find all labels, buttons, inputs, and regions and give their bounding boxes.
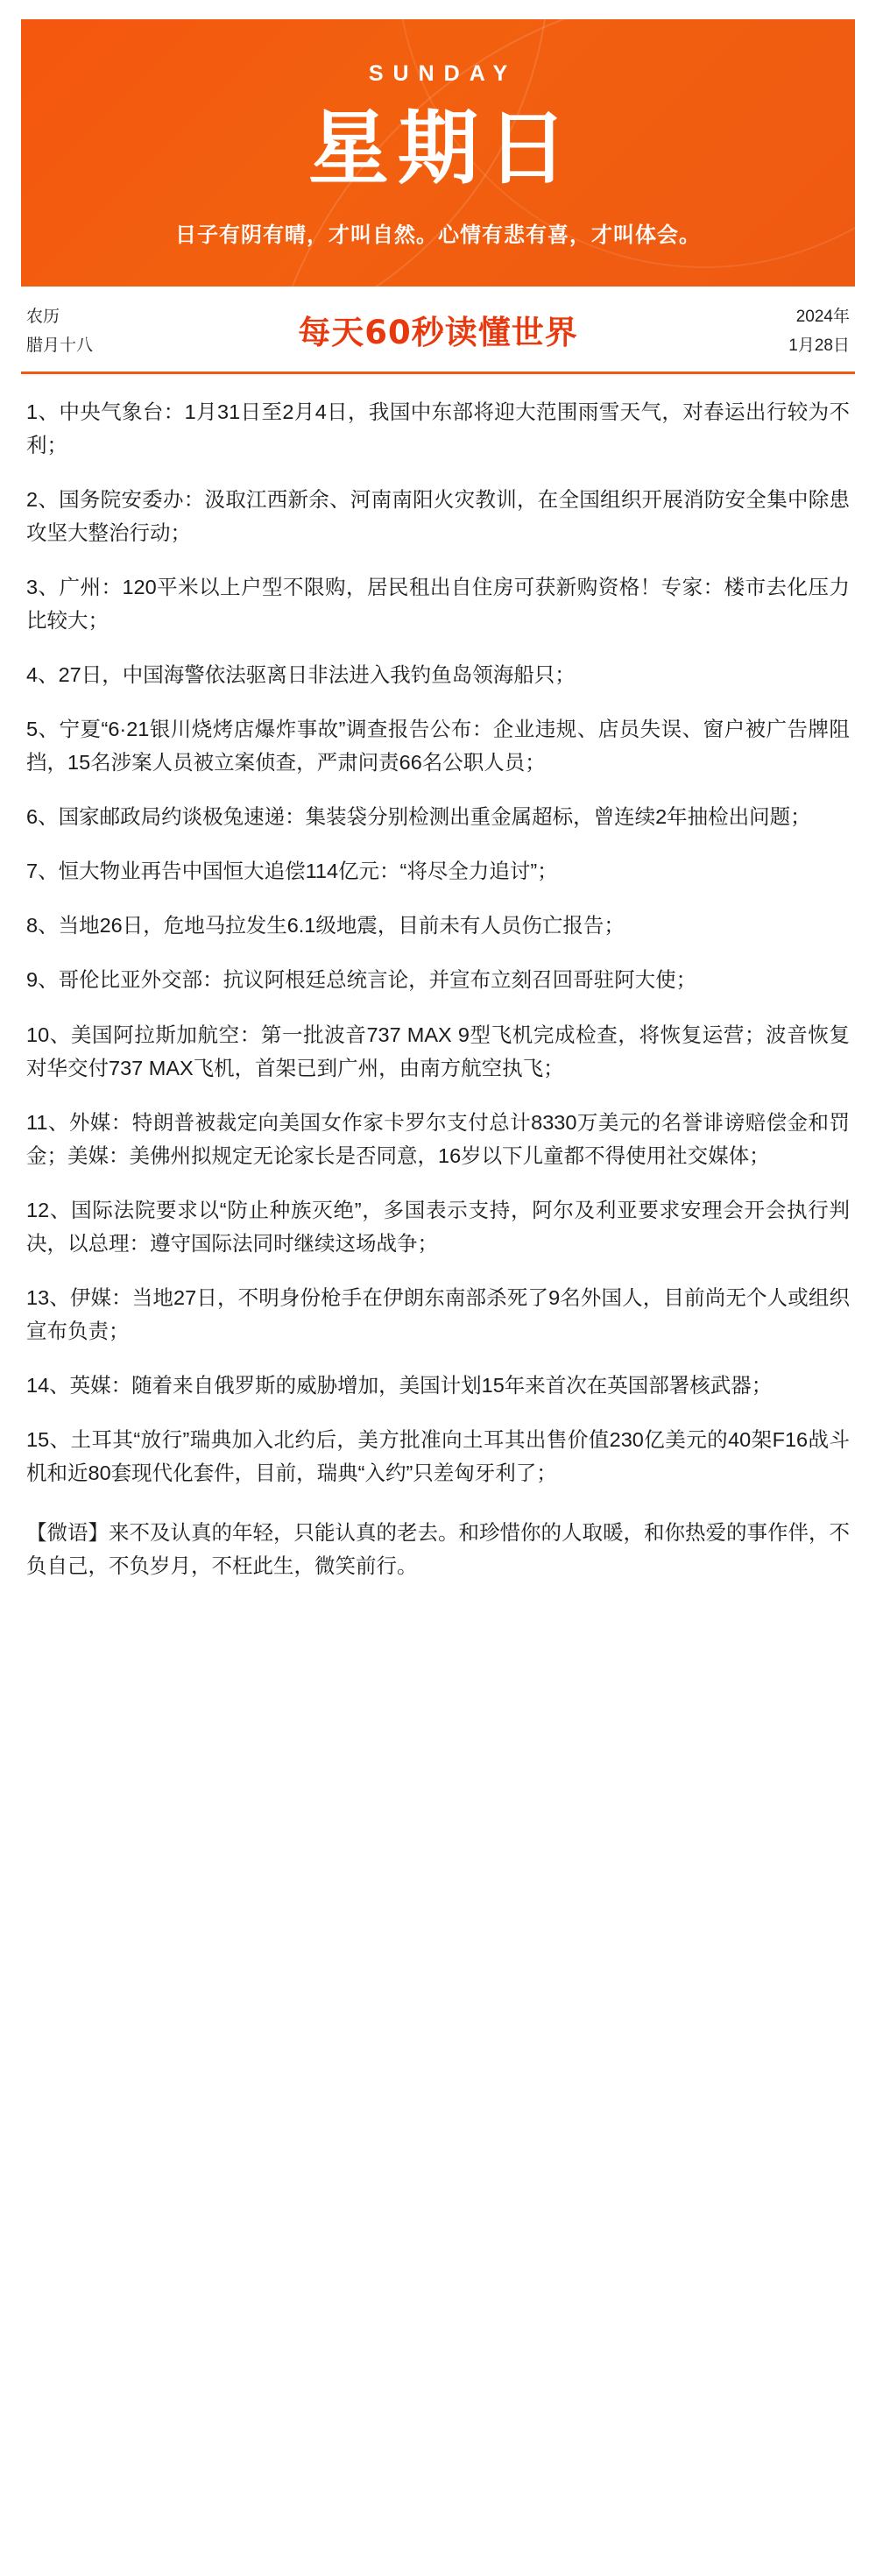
list-item: 14、英媒：随着来自俄罗斯的威胁增加，美国计划15年来首次在英国部署核武器；	[26, 1374, 773, 1397]
list-item: 13、伊媒：当地27日，不明身份枪手在伊朗东南部杀死了9名外国人，目前尚无个人或组织宣布负责；	[26, 1285, 850, 1342]
list-item: 1、中央气象台：1月31日至2月4日，我国中东部将迎大范围雨雪天气，对春运出行较为不利；	[26, 400, 850, 456]
closing-remark: 【微语】来不及认真的年轻，只能认真的老去。和珍惜你的人取暖，和你热爱的事作伴，不负自己，不负岁月，不枉此生，微笑前行。	[26, 1521, 850, 1578]
list-item: 11、外媒：特朗普被裁定向美国女作家卡罗尔支付总计8330万美元的名誉诽谤赔偿金和罚金；美媒：美佛州拟规定无论家长是否同意，16岁以下儿童都不得使用社交媒体；	[26, 1110, 850, 1167]
list-item: 2、国务院安委办：汲取江西新余、河南南阳火灾教训，在全国组织开展消防安全集中除患攻坚大整治行动；	[26, 487, 850, 544]
hero-quote: 日子有阴有晴，才叫自然。心情有悲有喜，才叫体会。	[175, 223, 701, 247]
list-item: 12、国际法院要求以“防止种族灭绝”，多国表示支持，阿尔及利亚要求安理会开会执行判决，以总理：遵守国际法同时继续这场战争；	[26, 1198, 850, 1255]
lunar-date: 腊月十八	[26, 336, 94, 356]
meta-bar	[21, 287, 855, 374]
news-list	[21, 374, 855, 1583]
weekday-chinese: 星期日	[307, 101, 576, 195]
list-item: 15、土耳其“放行”瑞典加入北约后，美方批准向土耳其出售价值230亿美元的40架F16战斗机和近80套现代化套件，目前，瑞典“入约”只差匈牙利了；	[26, 1428, 850, 1485]
lunar-date-block	[26, 302, 131, 361]
year-label: 2024年	[795, 308, 850, 327]
list-item: 6、国家邮政局约谈极兔速递：集装袋分别检测出重金属超标，曾连续2年抽检出问题；	[26, 805, 811, 829]
lunar-label: 农历	[26, 308, 60, 327]
date-label: 1月28日	[788, 336, 850, 356]
list-item: 10、美国阿拉斯加航空：第一批波音737 MAX 9型飞机完成检查，将恢复运营；波音恢复对华交付737 MAX飞机，首架已到广州，由南方航空执飞；	[26, 1023, 850, 1079]
hero-banner	[21, 19, 855, 287]
list-item: 4、27日，中国海警依法驱离日非法进入我钓鱼岛领海船只；	[26, 663, 576, 687]
list-item: 3、广州：120平米以上户型不限购，居民租出自住房可获新购资格！专家：楼市去化压力比较大；	[26, 575, 850, 632]
list-item: 7、恒大物业再告中国恒大追偿114亿元：“将尽全力追讨”；	[26, 860, 558, 883]
list-item: 8、当地26日，危地马拉发生6.1级地震，目前未有人员伤亡报告；	[26, 914, 625, 938]
gregorian-date-block	[745, 302, 850, 361]
list-item: 5、宁夏“6·21银川烧烤店爆炸事故”调查报告公布：企业违规、店员失误、窗户被广告牌阻挡，15名涉案人员被立案侦查，严肃问责66名公职人员；	[26, 718, 850, 775]
weekday-english: SUNDAY	[368, 61, 518, 86]
page-title: 每天60秒读懂世界	[298, 314, 578, 352]
list-item: 9、哥伦比亚外交部：抗议阿根廷总统言论，并宣布立刻召回哥驻阿大使；	[26, 968, 697, 992]
